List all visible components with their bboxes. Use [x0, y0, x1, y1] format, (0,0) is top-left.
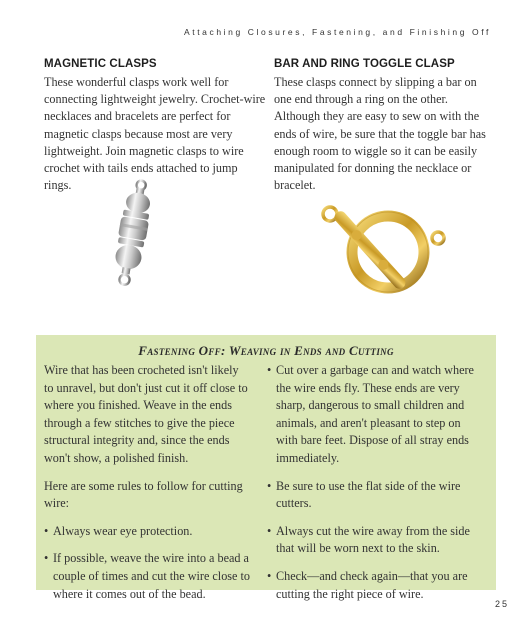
- running-head: Attaching Closures, Fastening, and Finishing Off: [183, 27, 491, 37]
- list-item: • Cut over a garbage can and watch where the wire ends fly. These ends are very sharp, dangerous to small children and animals, and aren't pleasant to step on with bare feet. Dispose of all stray ends immediately.: [267, 362, 481, 468]
- page-number: 25: [494, 599, 509, 609]
- sidebar-rules-intro: Here are some rules to follow for cutting wire:: [44, 478, 243, 511]
- toggle-clasp-heading: BAR AND RING TOGGLE CLASP: [274, 58, 455, 70]
- sidebar-left-bullets: [44, 523, 250, 603]
- magnetic-clasp-image: [100, 178, 160, 296]
- list-item: • Check—and check again—that you are cutting the right piece of wire.: [267, 568, 481, 603]
- toggle-clasp-section: [274, 58, 496, 194]
- sidebar-title: Fastening Off: Weaving in Ends and Cutting: [138, 343, 394, 358]
- sidebar-left-column: [44, 362, 250, 613]
- toggle-clasp-image: [300, 192, 458, 304]
- magnetic-clasps-heading: MAGNETIC CLASPS: [44, 58, 157, 70]
- toggle-clasp-text: These clasps connect by slipping a bar on one end through a ring on the other. Although they are easy to sew on with the ends of wire, be sure that the toggle bar has enough room to wiggle so it can be easily manipulated for donning the necklace or bracelet.: [274, 75, 486, 193]
- list-item: • Always cut the wire away from the side that will be worn next to the skin.: [267, 523, 481, 558]
- sidebar-intro-paragraph: Wire that has been crocheted isn't likely to unravel, but don't just cut it off close to where you finished. Weave in the ends through a few stitches to give the piece structural integrity and, since the ends won't show, a polished finish.: [44, 363, 248, 465]
- sidebar-right-column: [267, 362, 481, 613]
- magnetic-clasps-text: These wonderful clasps work well for connecting lightweight jewelry. Crochet-wire necklaces and bracelets are perfect for magnetic clasps because most are very lightweight. Join magnetic clasps to wire crochet with tails ends attached to jump rings.: [44, 75, 266, 193]
- list-item: • Always wear eye protection.: [44, 523, 250, 541]
- list-item: • If possible, weave the wire into a bead a couple of times and cut the wire close to where it comes out of the bead.: [44, 550, 250, 603]
- list-item: • Be sure to use the flat side of the wire cutters.: [267, 478, 481, 513]
- sidebar-right-bullets: [267, 362, 481, 603]
- magnetic-clasps-section: [44, 58, 266, 194]
